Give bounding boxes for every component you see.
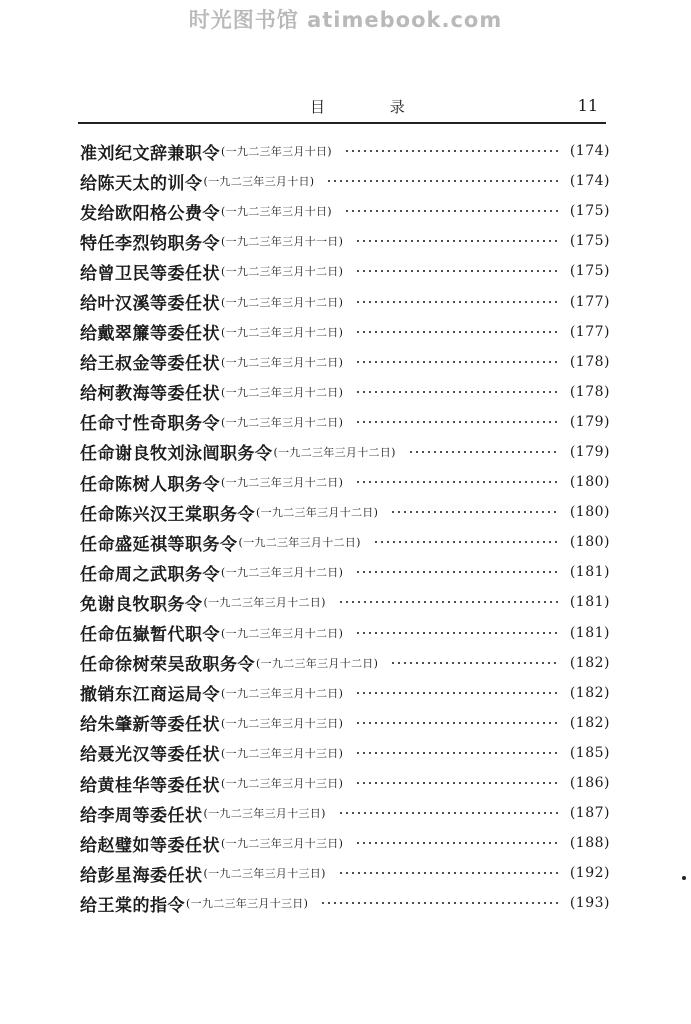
toc-entry-page: (177) (569, 323, 610, 340)
toc-entry-title: 给聂光汉等委任状 (80, 745, 220, 766)
toc-entry (80, 557, 610, 587)
toc-entry-title: 任命谢良牧刘泳闿职务令 (80, 444, 273, 465)
toc-entry (80, 347, 610, 377)
toc-entry-title: 给彭星海委任状 (80, 865, 203, 886)
toc-entry-title: 给叶汉溪等委任状 (80, 294, 220, 315)
toc-entry (80, 166, 610, 196)
toc-entry (80, 888, 610, 918)
toc-entry-title: 给王叔金等委任状 (80, 354, 220, 375)
toc-entry-page: (193) (569, 895, 610, 912)
toc-entry (80, 437, 610, 467)
toc-entry-page: (182) (569, 684, 610, 701)
toc-entry-title: 给王棠的指令 (80, 895, 185, 916)
table-of-contents (80, 136, 610, 918)
toc-entry (80, 317, 610, 347)
toc-entry-date: (一九二三年三月十二日) (203, 596, 326, 610)
dot-leader (355, 301, 560, 303)
toc-entry-page: (177) (569, 293, 610, 310)
toc-entry-page: (175) (569, 263, 610, 280)
toc-entry-date: (一九二三年三月十二日) (221, 566, 344, 580)
dot-leader (355, 270, 560, 272)
toc-entry (80, 256, 610, 286)
toc-entry-date: (一九二三年三月十日) (221, 145, 332, 159)
toc-entry-title: 任命寸性奇职务令 (80, 414, 220, 435)
header-title: 目 录 (310, 98, 435, 116)
dot-leader (355, 421, 560, 423)
toc-entry-date: (一九二三年三月十一日) (221, 235, 344, 249)
margin-dot (682, 876, 686, 880)
toc-entry-date: (一九二三年三月十三日) (203, 867, 326, 881)
toc-entry-title: 给朱肇新等委任状 (80, 715, 220, 736)
dot-leader (344, 150, 560, 152)
toc-entry-title: 准刘纪文辞兼职令 (80, 143, 220, 164)
header-page-number: 11 (577, 96, 598, 115)
toc-entry-date: (一九二三年三月十日) (221, 205, 332, 219)
dot-leader (355, 571, 560, 573)
toc-entry-title: 给戴翠簾等委任状 (80, 324, 220, 345)
dot-leader (355, 842, 560, 844)
toc-entry-page: (175) (569, 233, 610, 250)
toc-entry-date: (一九二三年三月十二日) (221, 385, 344, 399)
toc-entry (80, 527, 610, 557)
toc-entry-page: (175) (569, 203, 610, 220)
toc-entry-title: 任命徐树荣吴敌职务令 (80, 655, 255, 676)
toc-entry-title: 免谢良牧职务令 (80, 594, 203, 615)
toc-entry (80, 467, 610, 497)
toc-entry-title: 发给欧阳格公费令 (80, 203, 220, 224)
toc-entry (80, 768, 610, 798)
toc-entry-date: (一九二三年三月十二日) (256, 506, 379, 520)
toc-entry (80, 286, 610, 316)
dot-leader (320, 902, 560, 904)
dot-leader (373, 541, 560, 543)
dot-leader (355, 361, 560, 363)
toc-entry-page: (192) (569, 865, 610, 882)
toc-entry-page: (179) (569, 443, 610, 460)
toc-entry-page: (180) (569, 504, 610, 521)
dot-leader (338, 601, 560, 603)
dot-leader (355, 481, 560, 483)
toc-entry-title: 撤销东江商运局令 (80, 685, 220, 706)
toc-entry-title: 给赵璧如等委任状 (80, 835, 220, 856)
toc-entry-date: (一九二三年三月十二日) (256, 656, 379, 670)
dot-leader (355, 692, 560, 694)
toc-entry-page: (174) (569, 173, 610, 190)
toc-entry-date: (一九二三年三月十二日) (221, 626, 344, 640)
toc-entry-title: 任命陈树人职务令 (80, 474, 220, 495)
toc-entry (80, 226, 610, 256)
toc-entry (80, 618, 610, 648)
toc-entry (80, 738, 610, 768)
toc-entry (80, 648, 610, 678)
toc-entry-page: (181) (569, 594, 610, 611)
toc-entry-date: (一九二三年三月十二日) (221, 415, 344, 429)
toc-entry-page: (186) (569, 775, 610, 792)
toc-entry-page: (178) (569, 353, 610, 370)
toc-entry-date: (一九二三年三月十二日) (221, 325, 344, 339)
toc-entry-date: (一九二三年三月十三日) (203, 807, 326, 821)
dot-leader (355, 632, 560, 634)
toc-entry-date: (一九二三年三月十二日) (238, 536, 361, 550)
dot-leader (355, 240, 560, 242)
toc-entry-date: (一九二三年三月十二日) (221, 295, 344, 309)
toc-entry (80, 136, 610, 166)
dot-leader (355, 331, 560, 333)
toc-entry-date: (一九二三年三月十三日) (221, 716, 344, 730)
toc-entry-title: 给李周等委任状 (80, 805, 203, 826)
toc-entry-title: 给黄桂华等委任状 (80, 775, 220, 796)
toc-entry-page: (185) (569, 744, 610, 761)
toc-entry (80, 828, 610, 858)
toc-entry-page: (182) (569, 654, 610, 671)
toc-entry-date: (一九二三年三月十二日) (273, 445, 396, 459)
dot-leader (326, 180, 559, 182)
watermark-text: 时光图书馆 atimebook.com (188, 8, 503, 32)
toc-entry-page: (181) (569, 624, 610, 641)
toc-entry-page: (178) (569, 383, 610, 400)
dot-leader (390, 662, 560, 664)
toc-entry-date: (一九二三年三月十二日) (221, 265, 344, 279)
toc-entry-page: (180) (569, 474, 610, 491)
toc-entry-page: (180) (569, 534, 610, 551)
toc-entry (80, 587, 610, 617)
toc-entry (80, 407, 610, 437)
toc-entry-page: (182) (569, 714, 610, 731)
dot-leader (355, 391, 560, 393)
toc-entry-title: 给陈天太的训令 (80, 173, 203, 194)
toc-entry-page: (179) (569, 413, 610, 430)
toc-entry-date: (一九二三年三月十二日) (221, 355, 344, 369)
toc-entry-date: (一九二三年三月十三日) (186, 897, 309, 911)
toc-entry (80, 708, 610, 738)
toc-entry (80, 497, 610, 527)
toc-entry-date: (一九二三年三月十二日) (221, 476, 344, 490)
toc-entry-page: (181) (569, 564, 610, 581)
toc-entry-page: (174) (569, 143, 610, 160)
dot-leader (408, 451, 560, 453)
toc-entry-title: 给柯教海等委任状 (80, 384, 220, 405)
toc-entry-date: (一九二三年三月十二日) (221, 686, 344, 700)
toc-entry (80, 196, 610, 226)
toc-entry-title: 给曾卫民等委任状 (80, 263, 220, 284)
dot-leader (355, 722, 560, 724)
toc-entry-date: (一九二三年三月十日) (203, 175, 315, 189)
dot-leader (355, 752, 560, 754)
dot-leader (344, 210, 560, 212)
toc-entry-title: 特任李烈钧职务令 (80, 233, 220, 254)
toc-entry (80, 858, 610, 888)
toc-entry (80, 798, 610, 828)
toc-entry (80, 678, 610, 708)
dot-leader (355, 782, 560, 784)
toc-entry-title: 任命盛延祺等职务令 (80, 534, 238, 555)
dot-leader (338, 872, 560, 874)
toc-entry-title: 任命陈兴汉王棠职务令 (80, 504, 255, 525)
toc-entry-date: (一九二三年三月十三日) (221, 746, 344, 760)
dot-leader (390, 511, 560, 513)
page-header (78, 96, 606, 124)
toc-entry-date: (一九二三年三月十三日) (221, 777, 344, 791)
toc-entry-page: (188) (569, 835, 610, 852)
toc-entry-date: (一九二三年三月十三日) (221, 837, 344, 851)
dot-leader (338, 812, 560, 814)
toc-entry-title: 任命伍嶽暂代职令 (80, 625, 220, 646)
toc-entry (80, 377, 610, 407)
toc-entry-title: 任命周之武职务令 (80, 564, 220, 585)
toc-entry-page: (187) (569, 805, 610, 822)
